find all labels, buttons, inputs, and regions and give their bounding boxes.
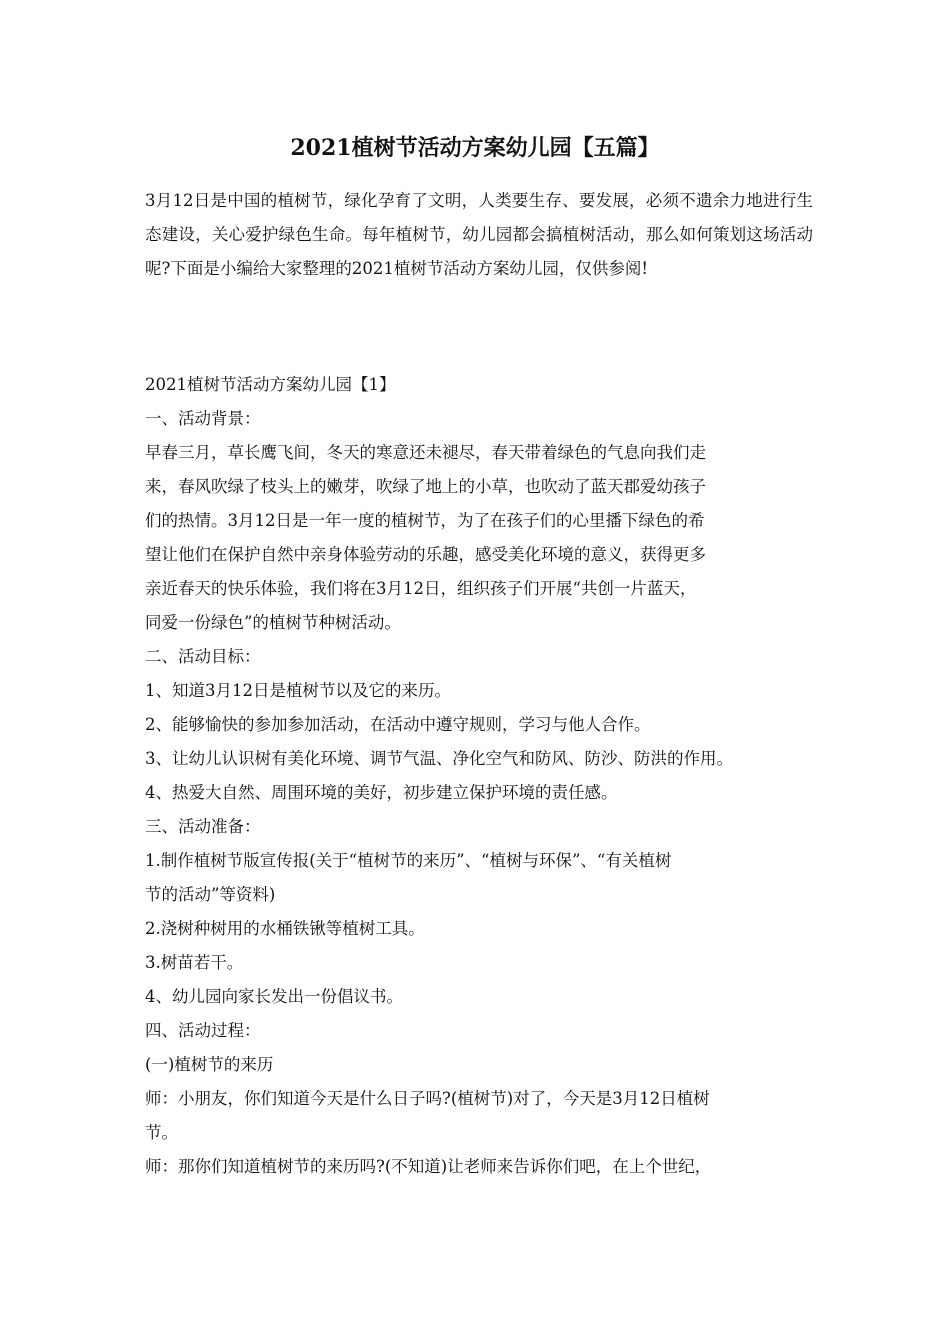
document-title: 2021植树节活动方案幼儿园【五篇】: [290, 135, 660, 161]
body-line: 师：那你们知道植树节的来历吗?(不知道)让老师来告诉你们吧，在上个世纪，: [145, 1157, 712, 1176]
body-line: 亲近春天的快乐体验，我们将在3月12日，组织孩子们开展“共创一片蓝天，: [145, 579, 697, 598]
list-item: 4、热爱大自然、周围环境的美好，初步建立保护环境的责任感。: [145, 783, 618, 802]
body-line: 节。: [145, 1123, 178, 1142]
list-item: 3、让幼儿认识树有美化环境、调节气温、净化空气和防风、防沙、防洪的作用。: [145, 749, 733, 768]
intro-paragraph: 3月12日是中国的植树节，绿化孕育了文明，人类要生存、要发展，必须不遗余力地进行生态建设，关心爱护绿色生命。每年植树节，幼儿园都会搞植树活动，那么如何策划这场活动呢?下面是小编给大家整理的2021植树节活动方案幼儿园，仅供参阅!: [145, 191, 813, 278]
subheading: 四、活动过程：: [145, 1021, 261, 1040]
list-item: 1.制作植树节版宣传报(关于“植树节的来历”、“植树与环保”、“有关植树: [145, 851, 672, 870]
list-item: 3.树苗若干。: [145, 953, 244, 972]
list-item: 2.浇树种树用的水桶铁锹等植树工具。: [145, 919, 425, 938]
subheading: 二、活动目标：: [145, 647, 261, 666]
list-item: 4、幼儿园向家长发出一份倡议书。: [145, 987, 403, 1006]
body-line: 望让他们在保护自然中亲身体验劳动的乐趣，感受美化环境的意义，获得更多: [145, 545, 706, 564]
list-item: 1、知道3月12日是植树节以及它的来历。: [145, 681, 451, 700]
body-line: 早春三月，草长鹰飞间，冬天的寒意还未褪尽，春天带着绿色的气息向我们走: [145, 443, 706, 462]
subheading: 三、活动准备：: [145, 817, 261, 836]
body-line: 们的热情。3月12日是一年一度的植树节，为了在孩子们的心里播下绿色的希: [145, 511, 705, 530]
document-body: [145, 368, 825, 1184]
list-item: 2、能够愉快的参加参加活动，在活动中遵守规则，学习与他人合作。: [145, 715, 651, 734]
body-line: 师：小朋友，你们知道今天是什么日子吗?(植树节)对了，今天是3月12日植树: [145, 1089, 710, 1108]
body-line: 来，春风吹绿了枝头上的嫩芽，吹绿了地上的小草，也吹动了蓝天郡爱幼孩子: [145, 477, 706, 496]
subheading: (一)植树节的来历: [145, 1055, 274, 1074]
subheading: 一、活动背景：: [145, 409, 261, 428]
list-item: 节的活动”等资料): [145, 885, 276, 904]
section-heading: 2021植树节活动方案幼儿园【1】: [145, 375, 396, 394]
body-line: 同爱一份绿色”的植树节种树活动。: [145, 613, 401, 632]
